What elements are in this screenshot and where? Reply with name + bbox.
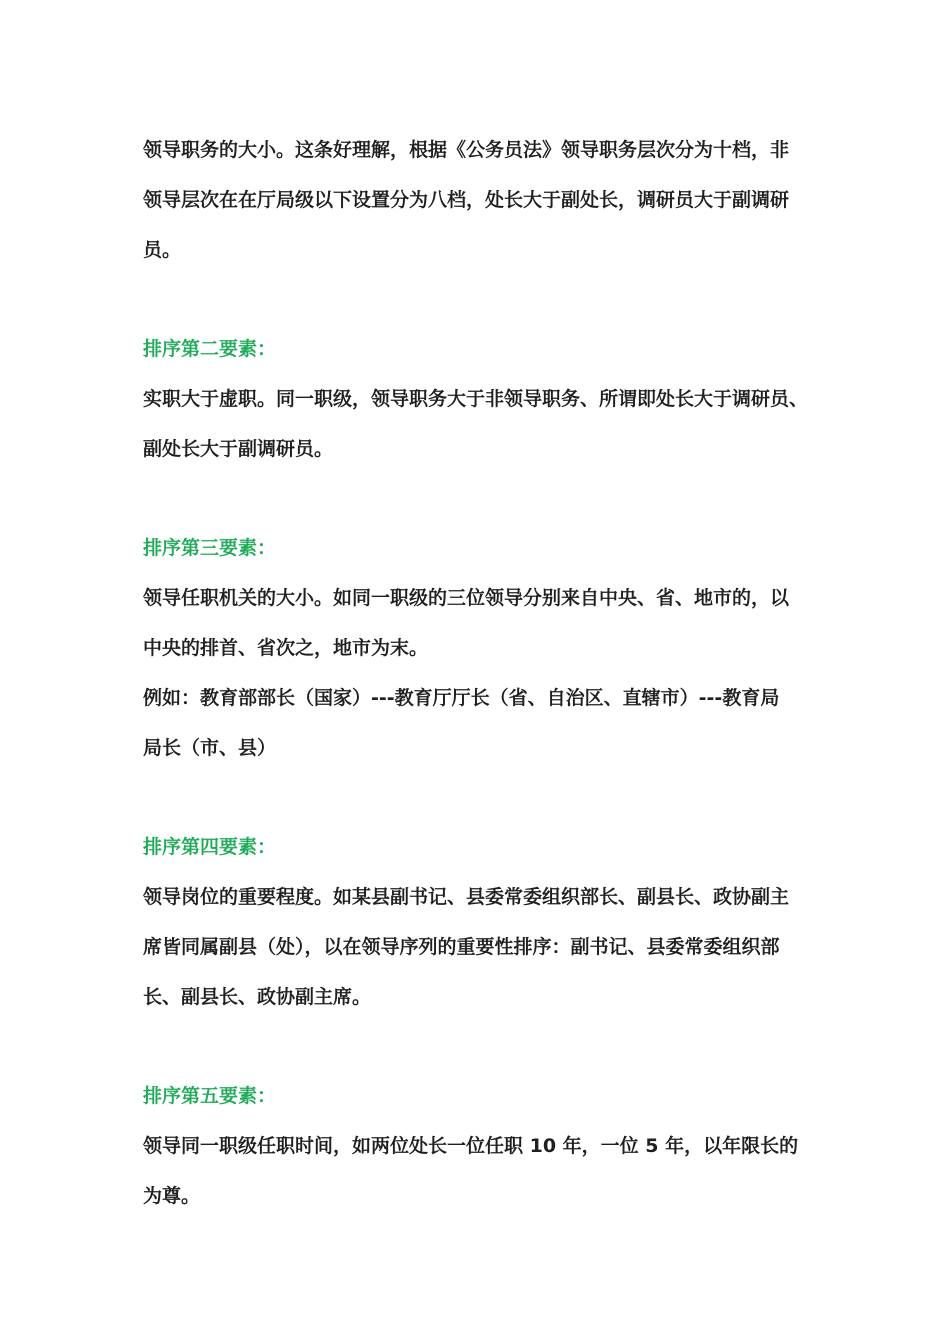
paragraph-line: 长、副县长、政协副主席。: [143, 986, 372, 1008]
paragraph-line: 员。: [143, 239, 182, 261]
section-heading: 排序第三要素：: [143, 537, 277, 559]
section-heading: 排序第五要素：: [143, 1085, 277, 1107]
paragraph-line: 副处长大于副调研员。: [143, 438, 334, 460]
paragraph-line: 领导任职机关的大小。如同一职级的三位领导分别来自中央、省、地市的，以: [143, 587, 790, 609]
section-spacer: [143, 1022, 815, 1071]
section-2: [143, 324, 815, 474]
paragraph-line: 领导岗位的重要程度。如某县副书记、县委常委组织部长、副县长、政协副主: [143, 886, 790, 908]
paragraph-line: 席皆同属副县（处），以在领导序列的重要性排序：副书记、县委常委组织部: [143, 936, 780, 958]
section-spacer: [143, 773, 815, 822]
document-page: [143, 125, 815, 1221]
paragraph-line: 领导层次在在厅局级以下设置分为八档，处长大于副处长，调研员大于副调研: [143, 189, 790, 211]
paragraph-line: 局长（市、县）: [143, 737, 277, 759]
section-5: [143, 1071, 815, 1221]
paragraph-line: 例如：教育部部长（国家）---教育厅厅长（省、自治区、直辖市）---教育局: [143, 687, 780, 709]
paragraph-line: 中央的排首、省次之，地市为末。: [143, 637, 429, 659]
paragraph-line: 领导职务的大小。这条好理解，根据《公务员法》领导职务层次分为十档，非: [143, 139, 790, 161]
section-3: [143, 523, 815, 773]
paragraph-line: 实职大于虚职。同一职级，领导职务大于非领导职务、所谓即处长大于调研员、: [143, 388, 809, 410]
section-heading: 排序第四要素：: [143, 836, 277, 858]
section-spacer: [143, 275, 815, 324]
section-1: [143, 125, 815, 275]
section-4: [143, 822, 815, 1022]
section-heading: 排序第二要素：: [143, 338, 277, 360]
paragraph-line: 为尊。: [143, 1185, 201, 1207]
paragraph-line: 领导同一职级任职时间，如两位处长一位任职 10 年，一位 5 年，以年限长的: [143, 1135, 799, 1157]
section-spacer: [143, 474, 815, 523]
